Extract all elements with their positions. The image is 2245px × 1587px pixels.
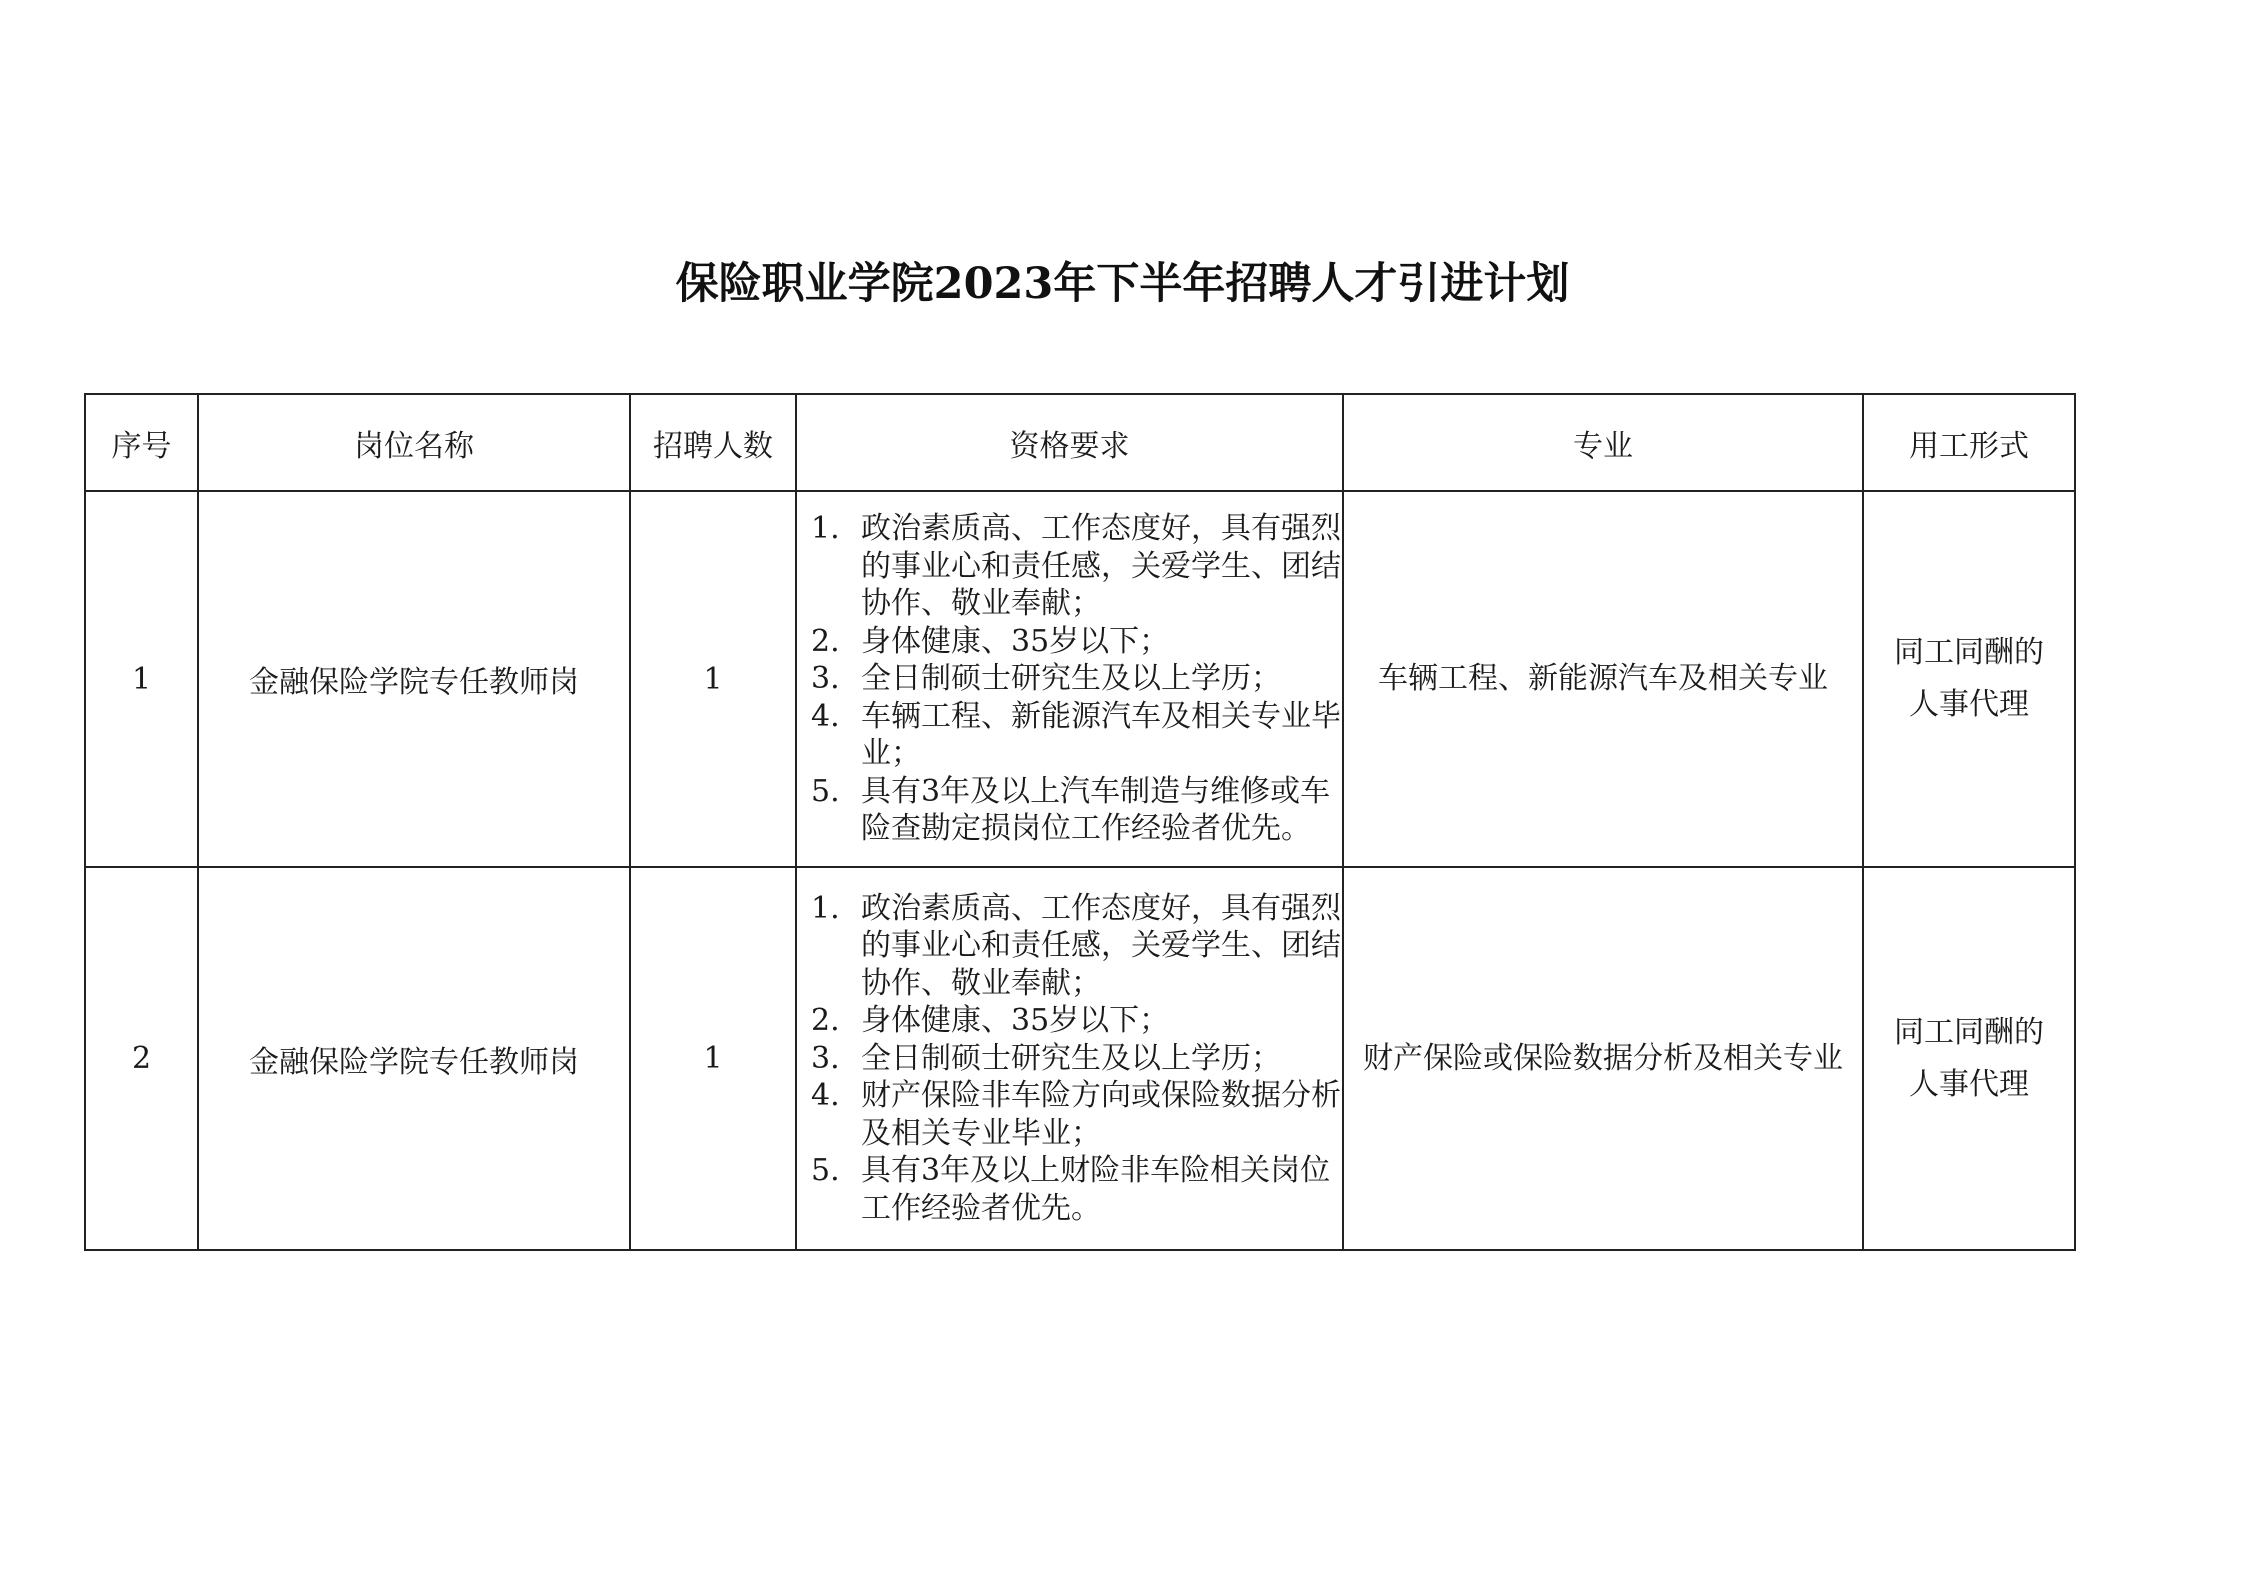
requirement-number: 2. bbox=[811, 623, 840, 659]
cell-position: 金融保险学院专任教师岗 bbox=[198, 491, 630, 867]
requirement-item bbox=[811, 510, 1342, 623]
cell-major bbox=[1343, 491, 1863, 867]
cell-index: 2 bbox=[85, 867, 198, 1250]
cell-requirements bbox=[796, 491, 1343, 867]
header-requirements: 资格要求 bbox=[796, 394, 1343, 491]
cell-major bbox=[1343, 867, 1863, 1250]
header-index: 序号 bbox=[85, 394, 198, 491]
major-text: 车辆工程、新能源汽车及相关专业 bbox=[1378, 661, 1828, 696]
requirement-number: 3. bbox=[811, 661, 840, 697]
cell-count: 1 bbox=[630, 867, 796, 1250]
employment-line-2: 人事代理 bbox=[1909, 1066, 2029, 1102]
page-title: 保险职业学院2023年下半年招聘人才引进计划 bbox=[675, 259, 1570, 309]
requirement-number: 4. bbox=[811, 1078, 840, 1114]
table-row bbox=[85, 867, 2075, 1250]
requirement-text: 全日制硕士研究生及以上学历； bbox=[861, 1040, 1281, 1076]
requirements-list bbox=[797, 510, 1342, 848]
employment-line-2: 人事代理 bbox=[1909, 687, 2029, 722]
requirement-text: 具有3年及以上汽车制造与维修或车险查勘定损岗位工作经验者优先。 bbox=[861, 773, 1331, 847]
header-employment: 用工形式 bbox=[1863, 394, 2075, 491]
requirement-item bbox=[811, 698, 1342, 773]
header-count: 招聘人数 bbox=[630, 394, 796, 491]
table-row bbox=[85, 491, 2075, 867]
requirement-text: 车辆工程、新能源汽车及相关专业毕业； bbox=[861, 698, 1341, 772]
requirement-number: 5. bbox=[811, 1153, 840, 1189]
requirement-item bbox=[811, 1002, 1342, 1040]
header-major: 专业 bbox=[1343, 394, 1863, 491]
requirement-number: 3. bbox=[811, 1040, 840, 1076]
employment-line-1: 同工同酬的 bbox=[1894, 1014, 2044, 1050]
cell-position: 金融保险学院专任教师岗 bbox=[198, 867, 630, 1250]
requirement-number: 4. bbox=[811, 698, 840, 734]
major-text: 财产保险或保险数据分析及相关专业 bbox=[1363, 1040, 1843, 1076]
cell-index: 1 bbox=[85, 491, 198, 867]
requirements-list bbox=[797, 890, 1342, 1228]
requirement-number: 5. bbox=[811, 773, 840, 809]
requirement-item bbox=[811, 1077, 1342, 1152]
employment-line-1: 同工同酬的 bbox=[1894, 635, 2044, 670]
header-position: 岗位名称 bbox=[198, 394, 630, 491]
requirement-number: 1. bbox=[811, 511, 840, 547]
requirement-item bbox=[811, 1152, 1342, 1227]
requirement-item bbox=[811, 773, 1342, 848]
requirement-text: 身体健康、35岁以下； bbox=[861, 1003, 1170, 1039]
cell-employment bbox=[1863, 491, 2075, 867]
requirement-item bbox=[811, 1040, 1342, 1078]
requirement-number: 1. bbox=[811, 890, 840, 926]
cell-count: 1 bbox=[630, 491, 796, 867]
requirement-text: 政治素质高、工作态度好，具有强烈的事业心和责任感，关爱学生、团结协作、敬业奉献； bbox=[861, 511, 1341, 622]
requirement-item bbox=[811, 890, 1342, 1003]
cell-employment bbox=[1863, 867, 2075, 1250]
requirement-text: 身体健康、35岁以下； bbox=[861, 623, 1170, 659]
recruitment-plan-table bbox=[84, 393, 2076, 1251]
requirement-item bbox=[811, 660, 1342, 698]
requirement-text: 全日制硕士研究生及以上学历； bbox=[861, 661, 1281, 697]
table-header-row bbox=[85, 394, 2075, 491]
requirement-item bbox=[811, 623, 1342, 661]
requirement-number: 2. bbox=[811, 1003, 840, 1039]
requirement-text: 具有3年及以上财险非车险相关岗位工作经验者优先。 bbox=[861, 1153, 1331, 1226]
requirement-text: 财产保险非车险方向或保险数据分析及相关专业毕业； bbox=[861, 1078, 1341, 1151]
cell-requirements bbox=[796, 867, 1343, 1250]
requirement-text: 政治素质高、工作态度好，具有强烈的事业心和责任感，关爱学生、团结协作、敬业奉献； bbox=[861, 890, 1341, 1001]
